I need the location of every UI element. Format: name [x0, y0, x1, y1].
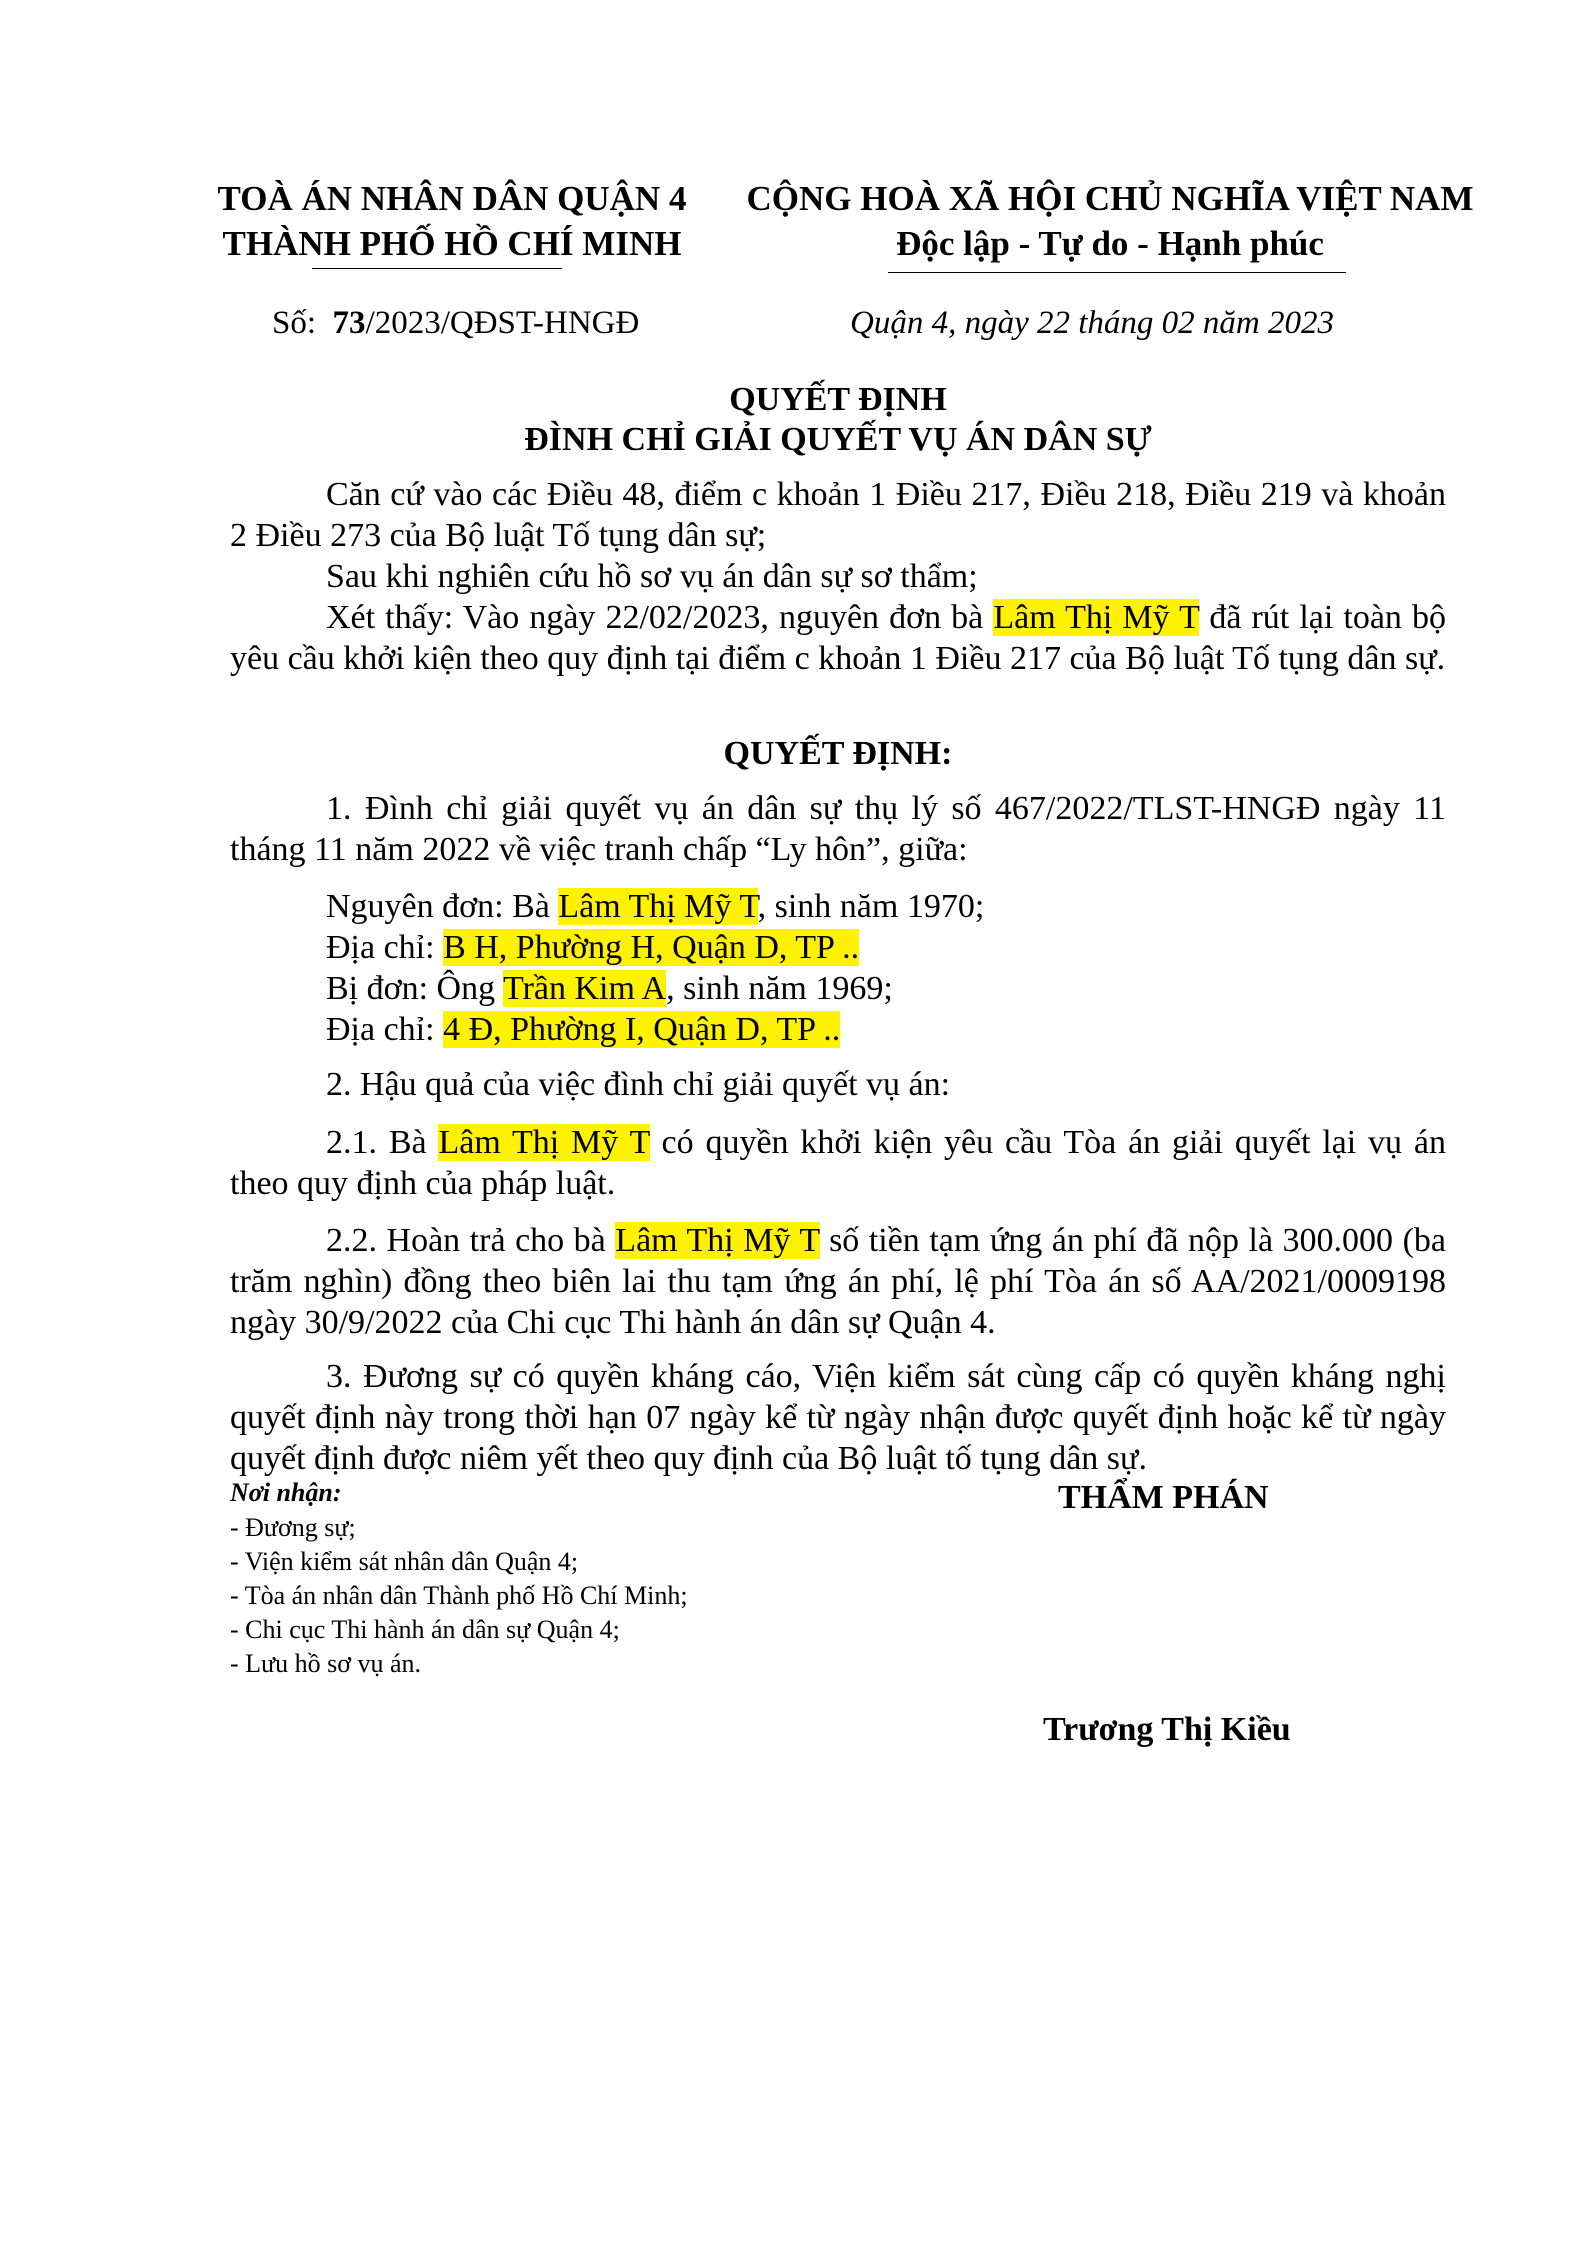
recipient-item: - Lưu hồ sơ vụ án. [230, 1649, 422, 1678]
highlighted-name: Lâm Thị Mỹ T [438, 1124, 650, 1161]
court-name-line2: THÀNH PHỐ HỒ CHÍ MINH [222, 224, 682, 263]
item-2-2-text-a: 2.2. Hoàn trả cho bà [326, 1222, 616, 1259]
plaintiff-address-line [326, 927, 859, 968]
preamble-consideration [230, 597, 1446, 679]
recipient-item: - Tòa án nhân dân Thành phố Hồ Chí Minh; [230, 1581, 688, 1610]
document-date: Quận 4, ngày 22 tháng 02 năm 2023 [850, 305, 1334, 341]
preamble-legal-basis [230, 474, 1446, 556]
decision-heading: QUYẾT ĐỊNH: [723, 735, 953, 772]
preamble-review [230, 556, 1446, 597]
nation-name: CỘNG HOÀ XÃ HỘI CHỦ NGHĨA VIỆT NAM [746, 179, 1474, 218]
plaintiff-line [326, 886, 984, 927]
court-name-line1: TOÀ ÁN NHÂN DÂN QUẬN 4 [217, 179, 687, 218]
recipients-title: Nơi nhận: [230, 1478, 342, 1507]
doc-no-number: 73 [332, 305, 366, 341]
national-header [740, 176, 1480, 266]
item-2-1-text-b: có quyền khởi kiện yêu cầu Tòa án giải quyết lại vụ án theo quy định của pháp luật. [230, 1124, 1446, 1202]
plaintiff-name: Lâm Thị Mỹ T [558, 888, 758, 925]
defendant-label: Bị đơn: Ông [326, 970, 503, 1007]
judge-name: Trương Thị Kiều [1043, 1711, 1291, 1748]
plaintiff-tail: , sinh năm 1970; [757, 888, 985, 925]
document-title: QUYẾT ĐỊNH [729, 381, 947, 418]
plaintiff-label: Nguyên đơn: Bà [326, 888, 559, 925]
decision-item-2: 2. Hậu quả của việc đình chỉ giải quyết vụ án: [326, 1066, 951, 1103]
decision-item-2-1 [230, 1122, 1446, 1204]
recipient-item: - Chi cục Thi hành án dân sự Quận 4; [230, 1615, 620, 1644]
highlighted-name: Lâm Thị Mỹ T [615, 1222, 820, 1259]
decision-item-2-2 [230, 1220, 1446, 1343]
court-underline [312, 268, 562, 269]
decision-item-3 [230, 1356, 1446, 1479]
nation-underline [888, 272, 1346, 273]
address-label: Địa chỉ: [326, 1011, 444, 1048]
address-label: Địa chỉ: [326, 929, 444, 966]
document-number [272, 302, 639, 344]
decision-item-3-text: 3. Đương sự có quyền kháng cáo, Viện kiểm sát cùng cấp có quyền kháng nghị quyết định này trong thời hạn 07 ngày kể từ ngày nhận được quyết định hoặc kể từ ngày quyết định được niêm yết theo quy định của Bộ luật tố tụng dân sự. [230, 1358, 1446, 1477]
decision-item-1 [230, 788, 1446, 870]
preamble-legal-basis-text: Căn cứ vào các Điều 48, điểm c khoản 1 Điều 217, Điều 218, Điều 219 và khoản 2 Điều 273 của Bộ luật Tố tụng dân sự; [230, 476, 1446, 554]
document-subtitle: ĐÌNH CHỈ GIẢI QUYẾT VỤ ÁN DÂN SỰ [524, 421, 1152, 458]
doc-no-suffix: /2023/QĐST-HNGĐ [365, 305, 640, 341]
recipient-item: - Viện kiểm sát nhân dân Quận 4; [230, 1547, 579, 1576]
nation-motto: Độc lập - Tự do - Hạnh phúc [896, 224, 1324, 263]
plaintiff-address: B H, Phường H, Quận D, TP .. [443, 929, 860, 966]
preamble-review-text: Sau khi nghiên cứu hồ sơ vụ án dân sự sơ thẩm; [326, 558, 978, 595]
doc-no-label: Số: [272, 305, 317, 341]
judge-title: THẨM PHÁN [1058, 1479, 1269, 1516]
consideration-text-b: đã rút lại toàn bộ yêu cầu khởi kiện theo quy định tại điểm c khoản 1 Điều 217 của Bộ luật Tố tụng dân sự. [230, 599, 1446, 677]
consideration-text-a: Xét thấy: Vào ngày 22/02/2023, nguyên đơn bà [326, 599, 994, 636]
defendant-tail: , sinh năm 1969; [666, 970, 893, 1007]
defendant-name: Trần Kim A [503, 970, 667, 1007]
recipient-item: - Đương sự; [230, 1513, 356, 1542]
item-2-1-text-a: 2.1. Bà [326, 1124, 439, 1161]
decision-item-1-text: 1. Đình chỉ giải quyết vụ án dân sự thụ lý số 467/2022/TLST-HNGĐ ngày 11 tháng 11 năm 2022 về việc tranh chấp “Ly hôn”, giữa: [230, 790, 1446, 868]
item-2-2-text-b: số tiền tạm ứng án phí đã nộp là 300.000 (ba trăm nghìn) đồng theo biên lai thu tạm ứng án phí, lệ phí Tòa án số AA/2021/0009198 ngày 30/9/2022 của Chi cục Thi hành án dân sự Quận 4. [230, 1222, 1446, 1341]
defendant-address-line [326, 1009, 840, 1050]
court-header [212, 176, 692, 266]
defendant-line [326, 968, 893, 1009]
highlighted-name: Lâm Thị Mỹ T [993, 599, 1200, 636]
defendant-address: 4 Đ, Phường I, Quận D, TP .. [443, 1011, 841, 1048]
